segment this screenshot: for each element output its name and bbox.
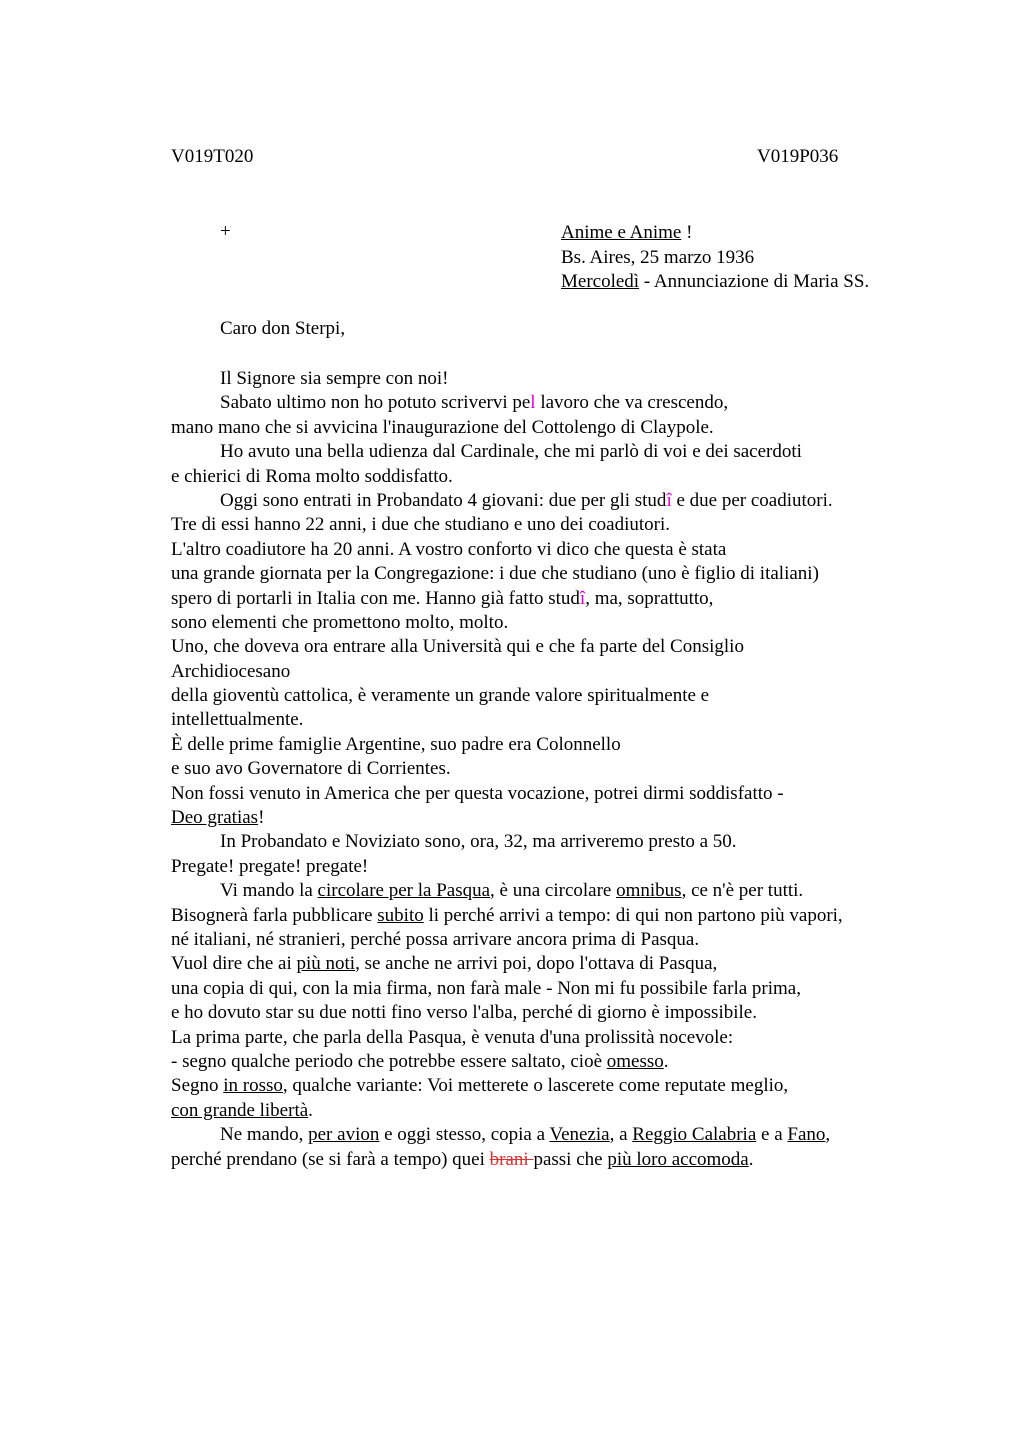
line-text: e ho dovuto star su due notti fino verso l'alba, perché di giorno è impossibile. (171, 1002, 757, 1024)
letter-line (171, 1123, 931, 1147)
letter-line (171, 367, 931, 391)
line-text: - segno qualche periodo che potrebbe essere saltato, cioè (171, 1050, 607, 1072)
line-text: una grande giornata per la Congregazione: i due che studiano (uno è figlio di italiani) (171, 563, 819, 585)
letter-line (171, 465, 931, 489)
feast-line (561, 270, 869, 295)
letter-line (171, 708, 931, 732)
cross-symbol: + (220, 221, 231, 242)
line-text: Ne mando, (220, 1124, 309, 1146)
letter-line (171, 440, 931, 464)
underlined-text: Venezia (549, 1124, 610, 1146)
document-code-right: V019P036 (757, 146, 839, 167)
line-text: Sabato ultimo non ho potuto scrivervi pe (220, 392, 531, 414)
line-text: ! (258, 807, 265, 829)
letter-line (171, 538, 931, 562)
letter-line (171, 562, 931, 586)
letter-line (171, 391, 931, 415)
letter-line (171, 1148, 931, 1172)
line-text: passi che (533, 1148, 608, 1170)
line-text: Segno (171, 1075, 224, 1097)
letter-line (171, 806, 931, 830)
letter-line (171, 879, 931, 903)
underlined-text: Deo gratias (171, 807, 259, 829)
salutation: Caro don Sterpi, (220, 318, 346, 339)
letter-line (171, 830, 931, 854)
line-text: È delle prime famiglie Argentine, suo padre era Colonnello (171, 733, 621, 755)
letter-line (171, 684, 931, 708)
correction-mark: î (666, 489, 672, 511)
underlined-text: subito (377, 904, 424, 926)
line-text: . (748, 1148, 754, 1170)
letter-line (171, 733, 931, 757)
letter-line (171, 904, 931, 928)
line-text: e chierici di Roma molto soddisfatto. (171, 465, 453, 487)
line-text: In Probandato e Noviziato sono, ora, 32, ma arriveremo presto a 50. (220, 831, 737, 853)
letter-line (171, 1050, 931, 1074)
letter-line (171, 1026, 931, 1050)
underlined-text: circolare per la Pasqua (317, 880, 491, 902)
motto: Anime e Anime (561, 222, 682, 243)
line-text: , se anche ne arrivi poi, dopo l'ottava di Pasqua, (355, 953, 718, 975)
letter-line (171, 611, 931, 635)
place-date: Bs. Aires, 25 marzo 1936 (561, 246, 755, 268)
line-text: , qualche variante: Voi metterete o lascerete come reputate meglio, (282, 1075, 789, 1097)
line-text: Archidiocesano (171, 660, 291, 682)
deleted-text: brani (489, 1148, 534, 1170)
letter-line (171, 1001, 931, 1025)
line-text: una copia di qui, con la mia firma, non farà male - Non mi fu possibile farla prima, (171, 977, 801, 999)
document-code-left: V019T020 (171, 146, 254, 167)
line-text: e due per coadiutori. (671, 489, 833, 511)
underlined-text: omesso (606, 1050, 664, 1072)
line-text: li perché arrivi a tempo: di qui non partono più vapori, (423, 904, 843, 926)
line-text: Il Signore sia sempre con noi! (220, 368, 449, 389)
correction-mark: î (579, 587, 586, 609)
letter-heading (561, 221, 869, 295)
letter-line (171, 660, 931, 684)
letter-body (171, 367, 931, 1172)
motto-tail: ! (681, 222, 693, 243)
line-text: e oggi stesso, copia a (379, 1124, 550, 1146)
letter-line (171, 977, 931, 1001)
line-text: , (825, 1124, 831, 1146)
correction-mark: l (530, 392, 536, 414)
line-text: . (308, 1099, 313, 1121)
line-text: Uno, che doveva ora entrare alla Università qui e che fa parte del Consiglio (171, 636, 744, 658)
weekday: Mercoledì (561, 271, 640, 292)
underlined-text: Fano (787, 1124, 826, 1146)
letter-line (171, 757, 931, 781)
line-text: della gioventù cattolica, è veramente un grande valore spiritualmente e (171, 685, 710, 707)
line-text: mano mano che si avvicina l'inaugurazione del Cottolengo di Claypole. (171, 416, 714, 438)
line-text: La prima parte, che parla della Pasqua, è venuta d'una prolissità nocevole: (171, 1026, 734, 1048)
line-text: e suo avo Governatore di Corrientes. (171, 758, 451, 780)
underlined-text: in rosso (223, 1075, 283, 1097)
line-text: intellettualmente. (171, 709, 304, 731)
line-text: . (663, 1050, 669, 1072)
letter-line (171, 782, 931, 806)
letter-line (171, 928, 931, 952)
underlined-text: Reggio Calabria (632, 1124, 757, 1146)
letter-line (171, 513, 931, 537)
underlined-text: omnibus (616, 880, 682, 902)
motto-line (561, 221, 869, 246)
line-text: sono elementi che promettono molto, molto. (171, 611, 509, 633)
line-text: , ma, soprattutto, (585, 587, 714, 609)
feast: - Annunciazione di Maria SS. (639, 271, 870, 292)
line-text: , a (609, 1124, 633, 1146)
letter-line (171, 1074, 931, 1098)
line-text: Bisognerà farla pubblicare (171, 904, 378, 926)
line-text: spero di portarli in Italia con me. Hanno già fatto stud (171, 587, 580, 609)
underlined-text: con grande libertà (171, 1099, 309, 1121)
line-text: e a (756, 1124, 788, 1146)
line-text: , ce n'è per tutti. (681, 880, 804, 902)
line-text: Pregate! pregate! pregate! (171, 855, 369, 877)
letter-line (171, 855, 931, 879)
letter-line (171, 1099, 931, 1123)
letter-line (171, 635, 931, 659)
letter-line (171, 952, 931, 976)
line-text: Tre di essi hanno 22 anni, i due che studiano e uno dei coadiutori. (171, 514, 671, 536)
line-text: Non fossi venuto in America che per questa vocazione, potrei dirmi soddisfatto - (171, 782, 784, 804)
line-text: lavoro che va crescendo, (535, 392, 729, 414)
line-text: perché prendano (se si farà a tempo) quei (171, 1148, 490, 1170)
letter-line (171, 489, 931, 513)
line-text: L'altro coadiutore ha 20 anni. A vostro conforto vi dico che questa è stata (171, 538, 727, 560)
line-text: Vi mando la (220, 880, 318, 902)
underlined-text: più noti (296, 953, 356, 975)
letter-line (171, 416, 931, 440)
letter-line (171, 587, 931, 611)
underlined-text: più loro accomoda (607, 1148, 749, 1170)
line-text: Oggi sono entrati in Probandato 4 giovani: due per gli stud (220, 489, 667, 511)
line-text: Ho avuto una bella udienza dal Cardinale, che mi parlò di voi e dei sacerdoti (220, 441, 802, 463)
line-text: né italiani, né stranieri, perché possa arrivare ancora prima di Pasqua. (171, 928, 700, 950)
underlined-text: per avion (308, 1124, 380, 1146)
line-text: Vuol dire che ai (171, 953, 297, 975)
line-text: , è una circolare (490, 880, 617, 902)
